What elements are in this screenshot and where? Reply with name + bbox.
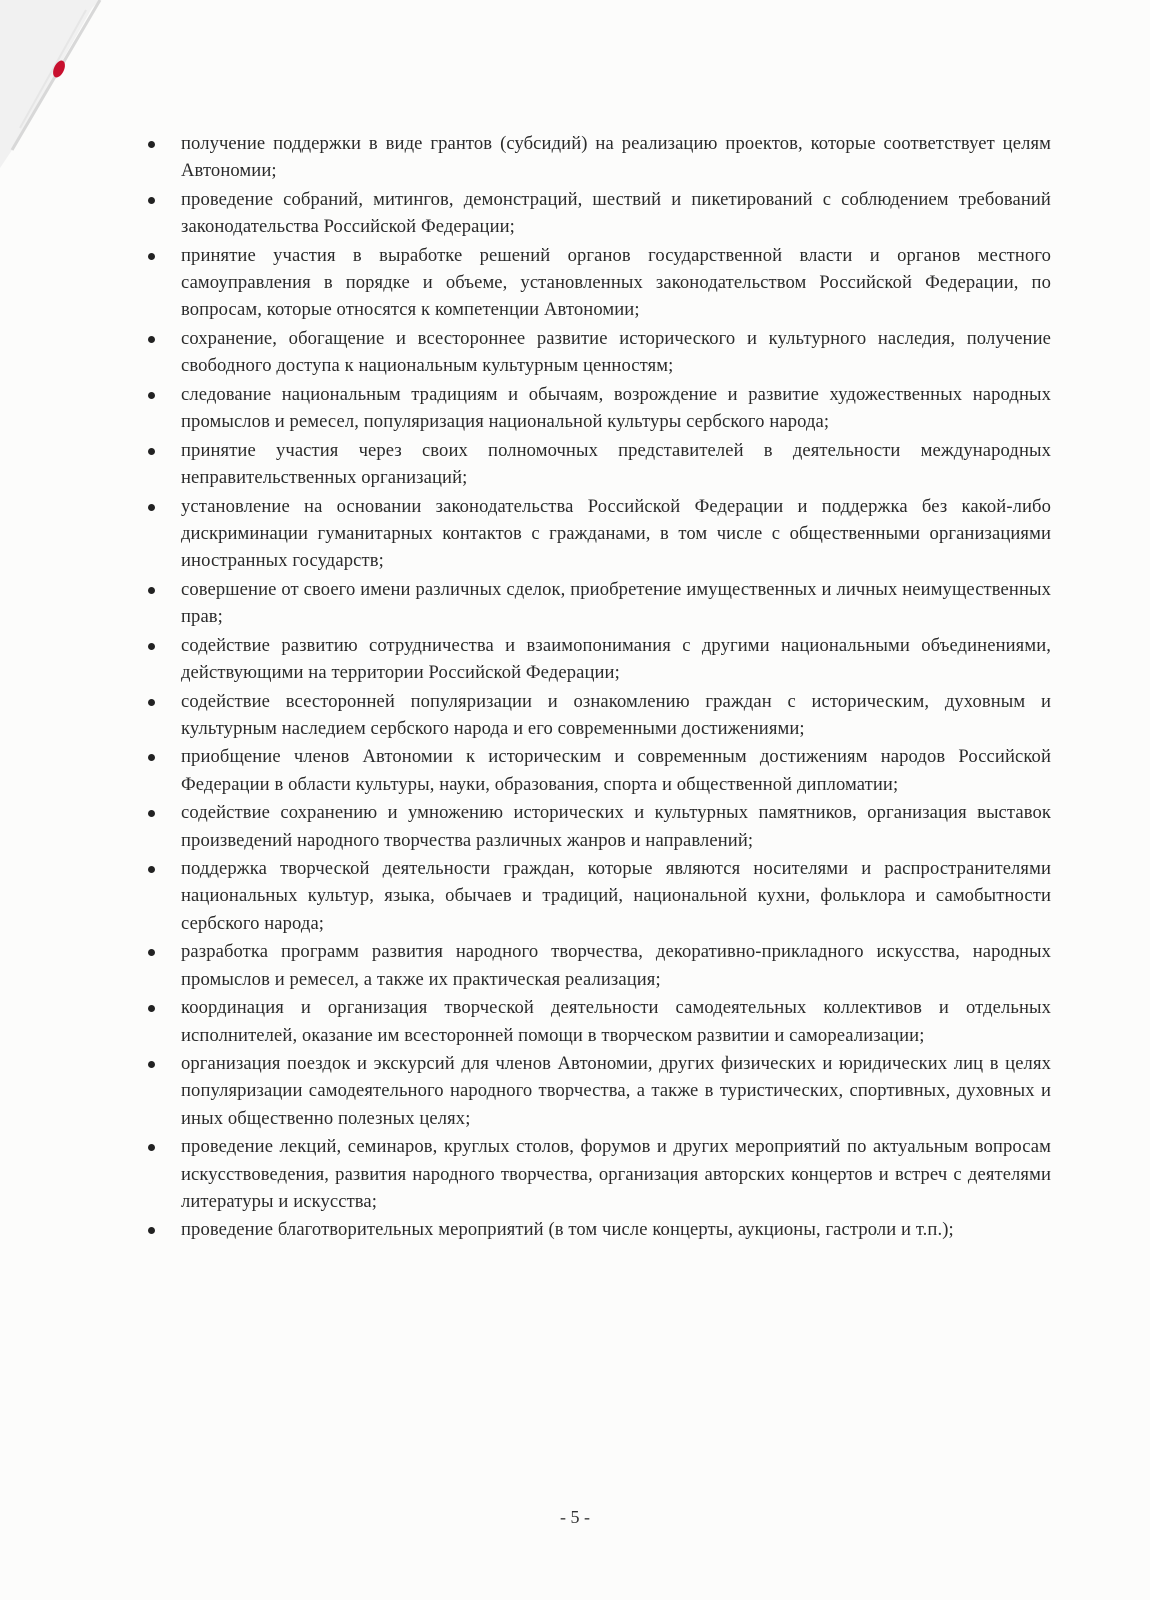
list-item <box>148 242 1051 324</box>
bullet-icon <box>148 587 155 594</box>
list-item-text: проведение благотворительных мероприятий (в том числе концерты, аукционы, гастроли и т.п.); <box>181 1219 954 1241</box>
bullet-icon <box>148 699 155 706</box>
list-item <box>148 799 1051 853</box>
bullet-icon <box>148 336 155 343</box>
list-item-text: следование национальным традициям и обычаям, возрождение и развитие художественных народных промыслов и ремесел, популяризация национальной культуры сербского народа; <box>181 383 1051 433</box>
list-item <box>148 493 1051 575</box>
bullet-icon <box>148 1227 155 1234</box>
bullet-icon <box>148 504 155 511</box>
list-item-text: проведение собраний, митингов, демонстраций, шествий и пикетирований с соблюдением требований законодательства Российской Федерации; <box>181 188 1051 238</box>
list-item <box>148 632 1051 686</box>
bullet-icon <box>148 949 155 956</box>
bullet-icon <box>148 1144 155 1151</box>
list-item <box>148 1216 1051 1243</box>
bullet-icon <box>148 643 155 650</box>
list-item <box>148 688 1051 742</box>
bullet-icon <box>148 866 155 873</box>
list-item <box>148 743 1051 797</box>
rights-list <box>148 130 1051 1245</box>
bullet-icon <box>148 253 155 260</box>
list-item-text: получение поддержки в виде грантов (субсидий) на реализацию проектов, которые соответствует целям Автономии; <box>181 133 1051 182</box>
bullet-icon <box>148 1061 155 1068</box>
folded-corner-shadow <box>0 0 110 170</box>
list-item-text: содействие развитию сотрудничества и взаимопонимания с другими национальными объединениями, действующими на территории Российской Федерации; <box>181 634 1051 683</box>
list-item-text: установление на основании законодательства Российской Федерации и поддержка без какой-либо дискриминации гуманитарных контактов с гражданами, в том числе с общественными организациями иностранных государств; <box>181 495 1051 572</box>
bullet-icon <box>148 392 155 399</box>
list-item <box>148 1050 1051 1132</box>
list-item-text: организация поездок и экскурсий для членов Автономии, других физических и юридических лиц в целях популяризации самодеятельного народного творчества, а также в туристических, спортивных, духовных и иных общественно полезных целях; <box>181 1053 1051 1129</box>
list-item <box>148 381 1051 435</box>
bullet-icon <box>148 754 155 761</box>
bullet-icon <box>148 141 155 148</box>
list-item-text: поддержка творческой деятельности граждан, которые являются носителями и распространителями национальных культур, языка, обычаев и традиций, национальной кухни, фольклора и самобытности сербского народа; <box>181 858 1051 934</box>
list-item-text: проведение лекций, семинаров, круглых столов, форумов и других мероприятий по актуальным вопросам искусствоведения, развития народного творчества, организация авторских концертов и встреч с деятелями литературы и искусства; <box>181 1136 1051 1212</box>
list-item-text: совершение от своего имени различных сделок, приобретение имущественных и личных неимущественных прав; <box>181 578 1051 627</box>
page-number: - 5 - <box>560 1507 590 1527</box>
list-item-text: содействие сохранению и умножению исторических и культурных памятников, организация выставок произведений народного творчества различных жанров и направлений; <box>181 802 1051 851</box>
list-item-text: разработка программ развития народного творчества, декоративно-прикладного искусства, народных промыслов и ремесел, а также их практическая реализация; <box>181 941 1051 990</box>
list-item <box>148 576 1051 630</box>
list-item <box>148 1133 1051 1215</box>
list-item <box>148 938 1051 992</box>
bullet-icon <box>148 810 155 817</box>
list-item <box>148 994 1051 1048</box>
bullet-icon <box>148 1005 155 1012</box>
list-item <box>148 437 1051 491</box>
list-item <box>148 325 1051 379</box>
list-item-text: принятие участия в выработке решений органов государственной власти и органов местного самоуправления в порядке и объеме, установленных законодательством Российской Федерации, по вопросам, которые относятся к компетенции Автономии; <box>181 244 1051 321</box>
bullet-icon <box>148 197 155 204</box>
list-item-text: принятие участия через своих полномочных представителей в деятельности международных неправительственных организаций; <box>181 439 1051 488</box>
list-item-text: приобщение членов Автономии к историческим и современным достижениям народов Российской Федерации в области культуры, науки, образования, спорта и общественной дипломатии; <box>181 746 1051 795</box>
list-item-text: содействие всесторонней популяризации и ознакомлению граждан с историческим, духовным и культурным наследием сербского народа и его современными достижениями; <box>181 690 1051 739</box>
list-item <box>148 186 1051 240</box>
list-item-text: координация и организация творческой деятельности самодеятельных коллективов и отдельных исполнителей, оказание им всесторонней помощи в творческом развитии и самореализации; <box>181 997 1051 1046</box>
bullet-icon <box>148 448 155 455</box>
list-item <box>148 855 1051 937</box>
list-item <box>148 130 1051 184</box>
list-item-text: сохранение, обогащение и всестороннее развитие исторического и культурного наследия, получение свободного доступа к национальным культурным ценностям; <box>181 327 1051 377</box>
